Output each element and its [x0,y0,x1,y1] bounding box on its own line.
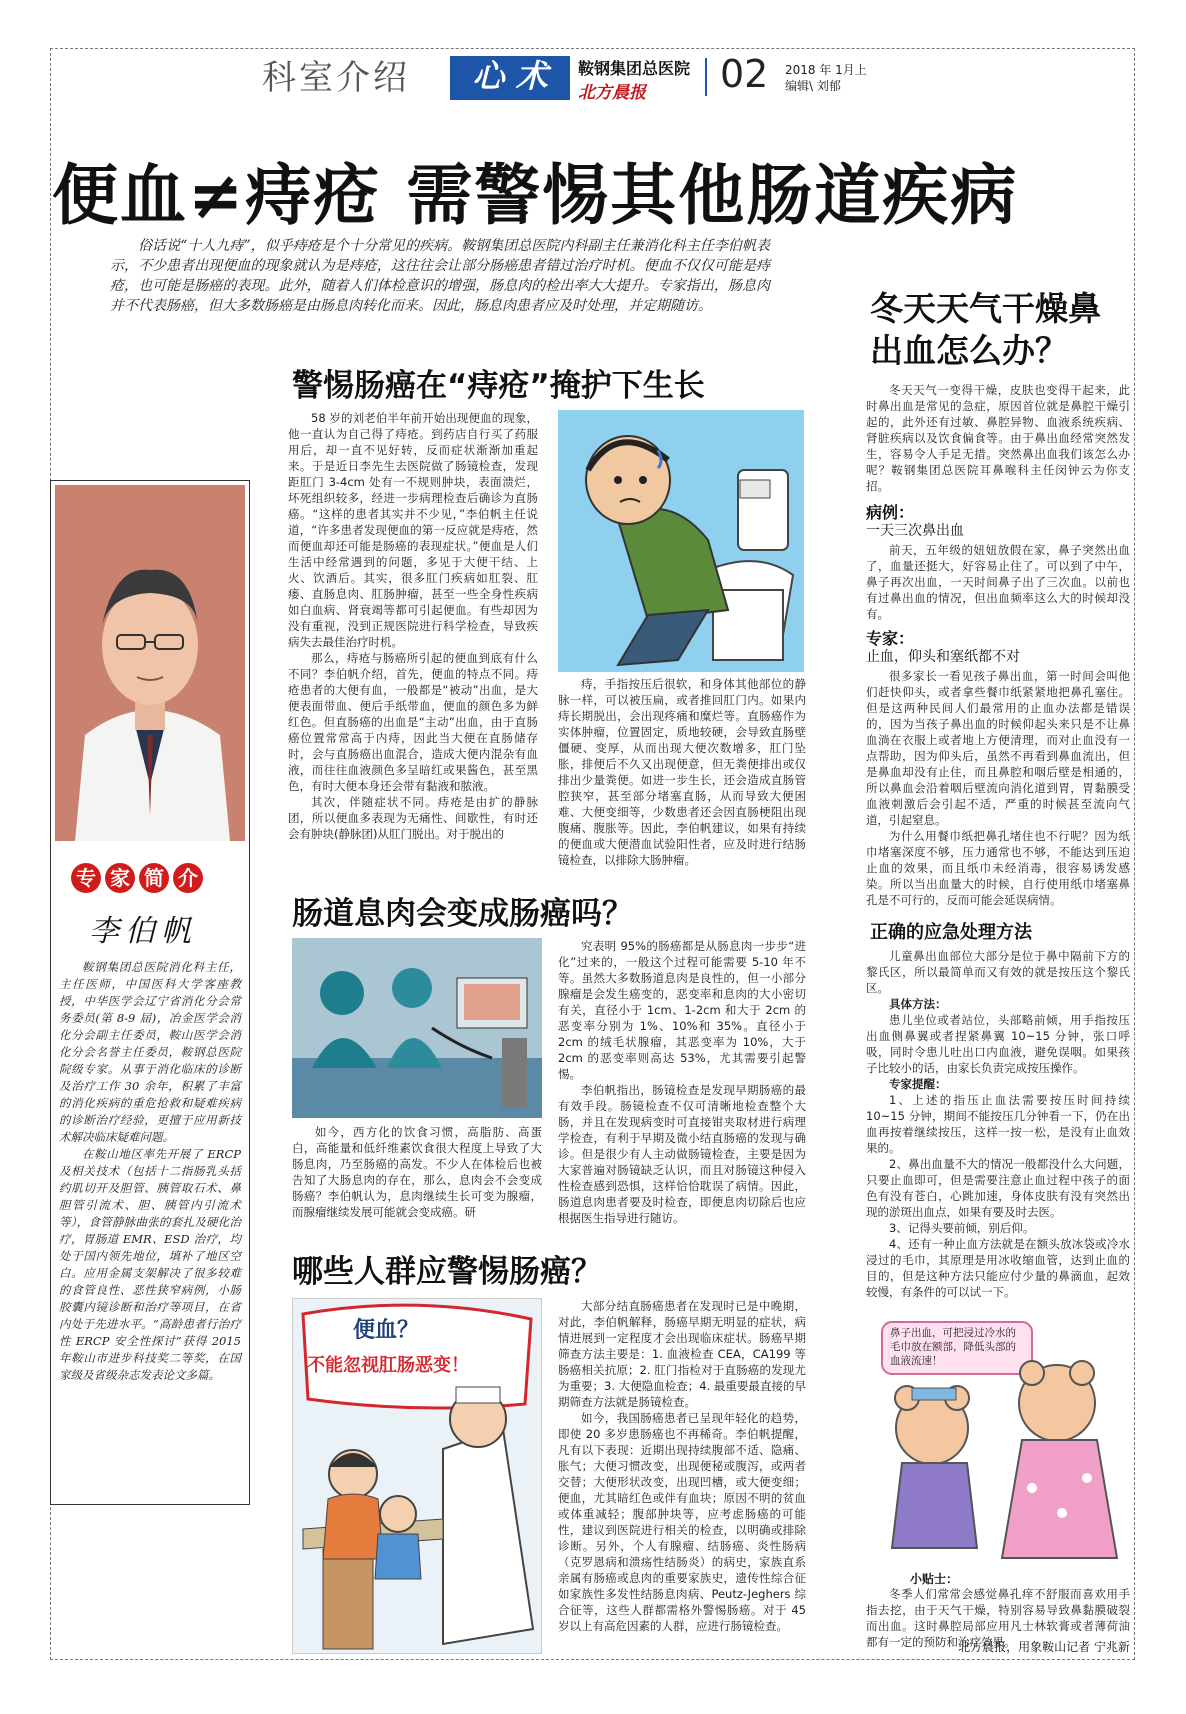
paragraph: 患儿坐位或者站位，头部略前倾，用手指按压出血侧鼻翼或者捏紧鼻翼 10~15 分钟，张口呼吸，同时令患儿吐出口内血液，避免误咽。如果孩子比较小的话，由家长负责完成按压操作。 [866,1013,1130,1075]
paragraph: 如今，西方化的饮食习惯，高脂肪、高蛋白，高能量和低纤维素饮食很大程度上导致了大肠息肉，乃至肠癌的高发。不少人在体检后也被告知了大肠息肉的存在，那么，息肉会不会变成肠癌？李伯帆认为，息肉继续生长可变为腺瘤，而腺瘤继续发展可能就会变成癌。研 [292,1125,542,1219]
paragraph: 1、上述的指压止血法需要按压时间持续10~15 分钟，期间不能按压几分钟看一下，仍在出血再按着继续按压，这样一按一松，是没有止血效果的。 [866,1093,1130,1155]
bio-paragraph: 鞍钢集团总医院消化科主任，主任医师，中国医科大学客座教授，中华医学会辽宁省消化分会常务委员(第 8-9 届)，冶金医学会消化分会副主任委员，鞍山医学会消化分会名誉主任委员，鞍钢总医院院级专家。从事于消化临床的诊断及治疗工作 30 余年，积累了丰富的消化疾病的重危抢救和疑难疾病的诊断治疗经验，更擅于应用新技术解决临床疑难问题。 [59,960,241,1144]
hospital-name: 鞍钢集团总医院 [578,59,691,78]
expert-intro-badge [71,863,207,893]
sidebar-intro [866,382,1130,494]
badge-char: 简 [139,863,169,893]
bio-paragraph: 在鞍山地区率先开展了 ERCP 及相关技术（包括十二指肠乳头括约肌切开及胆管、胰管取石术、鼻胆管引流术、胆、胰管内引流术等），食管静脉曲张的套扎及硬化治疗，胃肠道 EMR、ESD 治疗，均处于国内领先地位，填补了地区空白。应用金属支架解决了很多较难的食管良性、恶性狭窄病例，小肠胶囊内镜诊断和治疗等项目，在省内处于先进水平。“高龄患者行治疗性 ERCP 安全性探讨”获得 2015 年鞍山市进步科技奖二等奖，在国家级及省级杂志发表论文多篇。 [59,1147,241,1382]
paragraph: 为什么用餐巾纸把鼻孔堵住也不行呢？因为纸巾堵塞深度不够，压力通常也不够，不能达到压迫止血的效果，而且纸巾未经消毒，很容易诱发感染。所以当出血量大的时候，自行使用纸巾堵塞鼻孔是不可行的，反而可能会延误病情。 [866,829,1130,907]
expert-name: 李伯帆 [89,914,197,949]
emergency-title: 正确的应急处理方法 [870,922,1032,943]
section-2-col-a [292,1124,542,1220]
page-number: 02 [720,52,769,96]
editor: 编辑\ 刘郁 [785,79,841,93]
section-name: 科室介绍 [262,58,410,98]
paragraph: 大部分结直肠癌患者在发现时已是中晚期，对此，李伯帆解释，肠癌早期无明显的症状，病情进展到一定程度才会出现临床症状。肠癌早期筛查方法主要是：1. 血液检查 CEA，CA199 等肠癌相关抗原；2. 肛门指检对于直肠癌的发现尤为重要；3. 大便隐血检查；4. 最重要最直接的早期筛查方法就是肠镜检查。 [558,1299,806,1409]
newspaper-logo: 心 术 [450,56,570,100]
case-label: 病例： [866,503,915,522]
poster-line-2: 不能忽视肛肠恶变！ [307,1355,469,1376]
toilet-cartoon [558,410,804,672]
doctor-portrait-icon [55,485,245,841]
expert-label: 专家： [866,629,915,648]
paragraph: 3、记得头要前倾，别后仰。 [889,1221,1035,1235]
sidebar-title: 冬天天气干燥鼻出血怎么办？ [870,289,1101,370]
tip-label: 小贴士： [910,1572,959,1586]
paragraph: 4、还有一种止血方法就是在额头放冰袋或冷水浸过的毛巾，其原理是用冰收缩血管，达到止血的目的，但是这种方法只能应付少量的鼻滴血，起效较慢，有条件的可以试一下。 [866,1237,1130,1299]
paragraph: 具体方法： [889,997,947,1011]
speech-bubble: 鼻子出血，可把浸过冷水的毛巾放在额部，降低头部的血液流速！ [890,1327,1016,1367]
paragraph: 那么，痔疮与肠癌所引起的便血到底有什么不同？李伯帆介绍，首先，便血的特点不同。痔疮患者的大便有血，一般都是“被动”出血，是大便表面带血、便后手纸带血，便血的颜色多为鲜红色。但直肠癌的出血是“主动”出血，由于直肠癌位置常常高于内痔，因此当大便在直肠储存时，会与直肠癌出血混合，造成大便内混杂有血液，而往往血液颜色多呈暗红或果酱色，甚至黑色，有时大便本身还会带有黏液和脓液。 [288,651,538,793]
man-on-toilet-icon [558,410,804,672]
header-divider [705,58,707,96]
paragraph: 冬天天气一变得干燥，皮肤也变得干起来，此时鼻出血是常见的急症，原因首位就是鼻腔干燥引起的，此外还有过敏、鼻腔异物、血液系统疾病、肾脏疾病以及饮食偏食等。由于鼻出血经常突然发生，容易令人手足无措。突然鼻出血我们该怎么办呢？鞍钢集团总医院耳鼻喉科主任闵钟云为你支招。 [866,383,1130,493]
paragraph: 李伯帆指出，肠镜检查是发现早期肠癌的最有效手段。肠镜检查不仅可清晰地检查整个大肠，并且在发现病变时可直接钳夹取材进行病理学检查，有利于早期及微小结直肠癌的发现与确诊。但是很少有人主动做肠镜检查，主要是因为大家普遍对肠镜缺乏认识，而且对肠镜这种侵入性检查感到恐惧，这样恰恰耽误了病情。因此，肠道息肉患者要及时检查，即便息肉切除后也应根据医生指导进行随访。 [558,1083,806,1225]
section-1-title: 警惕肠癌在“痔疮”掩护下生长 [292,368,705,404]
badge-char: 介 [173,863,203,893]
headline: 便血≠痔疮 需警惕其他肠道疾病 [52,157,1019,234]
paragraph: 前天，五年级的妞妞放假在家，鼻子突然出血了，血量还挺大，好容易止住了。可以到了中午，鼻子再次出血，一天时间鼻子出了三次血。以前也有过鼻出血的情况，但出血频率这么大的时候却没有。 [866,543,1130,621]
paragraph: 冬季人们常常会感觉鼻孔痒不舒服而喜欢用手指去挖，由于天气干燥，特别容易导致鼻黏膜破裂而出血。这时鼻腔局部应用凡士林软膏或者薄荷油都有一定的预防和治疗效果。 [866,1587,1130,1649]
poster-line-1: 便血？ [353,1318,420,1343]
case-body [866,542,1130,622]
paragraph: 2、鼻出血量不大的情况一般都没什么大问题，只要止血即可，但是需要注意止血过程中孩子的面色有没有苍白，心跳加速，身体皮肤有没有突然出现的淤斑出血点，如果有要及时去医。 [866,1157,1130,1219]
emergency-body [866,948,1130,1300]
badge-char: 专 [71,863,101,893]
paragraph: 究表明 95%的肠癌都是从肠息肉一步步“进化”过来的，一般这个过程可能需要 5-10 年不等。虽然大多数肠道息肉是良性的，但一小部分腺瘤是会发生癌变的，恶变率和息肉的大小密切有关，直径小于 1cm、1-2cm 和大于 2cm 的恶变率分别为 1%、10%和 35%。直径小于 2cm 的绒毛状腺瘤，其恶变率为 10%，大于 2cm 的恶变率则高达 53%，尤其需要引起警惕。 [558,939,806,1081]
surgery-scene-icon [292,938,542,1118]
paragraph: 专家提醒： [889,1077,947,1091]
section-2-title: 肠道息肉会变成肠癌吗？ [292,896,633,932]
paragraph: 儿童鼻出血部位大部分是位于鼻中隔前下方的黎氏区，所以最简单而又有效的就是按压这个黎氏区。 [866,949,1130,995]
paragraph: 其次，伴随症状不同。痔疮是由扩的静脉团，所以便血多表现为无痛性、间歇性，有时还会有肿块(静脉团)从肛门脱出。对于脱出的 [288,795,538,841]
expert-subtitle: 止血，仰头和塞纸都不对 [866,649,1020,665]
section-3-title: 哪些人群应警惕肠癌？ [292,1254,602,1290]
cold-compress-cartoon [872,1318,1124,1566]
badge-char: 家 [105,863,135,893]
expert-advice-body [866,668,1130,908]
paper-name: 北方晨报 [578,83,646,103]
lead-paragraph: 俗话说“十人九痔”，似乎痔疮是个十分常见的疾病。鞍钢集团总医院内科副主任兼消化科主任李伯帆表示，不少患者出现便血的现象就认为是痔疮，这往往会让部分肠癌患者错过治疗时机。便血不仅仅可能是痔疮，也可能是肠癌的表现。此外，随着人们体检意识的增强，肠息肉的检出率大大提升。专家指出，肠息肉并不代表肠癌，但大多数肠癌是由肠息肉转化而来。因此，肠息肉患者应及时处理，并定期随访。 [110,238,770,314]
article-credit: 北方晨报，用象鞍山记者 宁兆新 [958,1640,1130,1654]
case-subtitle: 一天三次鼻出血 [866,523,964,539]
section-1-col-b [558,676,806,868]
section-3-body [558,1298,806,1634]
paragraph: 很多家长一看见孩子鼻出血，第一时间会叫他们赶快仰头，或者拿些餐巾纸紧紧地把鼻孔塞住。但是这两种民间人们最常用的止血办法都是错误的，因为当孩子鼻出血的时候仰起头来只是不让鼻血淌在衣服上或者地上方便清理，而对止血没有一点帮助，因为仰头后，虽然不再看到鼻血流出，但是鼻血却没有止住，而且鼻腔和咽后壁是相通的，所以鼻血会沿着咽后壁流向消化道到胃，胃黏膜受血液刺激后会引起不适，严重的时候甚至流向气道，引起窒息。 [866,669,1130,827]
expert-box [50,480,250,1505]
section-1-col-a [288,410,538,842]
section-2-col-b [558,938,806,1226]
endoscopy-photo [292,938,542,1118]
expert-bio [59,959,241,1384]
paragraph: 如今，我国肠癌患者已呈现年轻化的趋势，即使 20 多岁患肠癌也不再稀奇。李伯帆提醒，凡有以下表现：近期出现持续腹部不适、隐痛、胀气；大便习惯改变，出现便秘或腹泻，或两者交替；大便形状改变，出现凹槽，或大便变细；便血，尤其暗红色或伴有血块；原因不明的贫血或体重减轻；腹部肿块等，应考虑肠癌的可能性，建议到医院进行相关的检查，以明确或排除诊断。另外，个人有腺瘤、结肠癌、炎性肠病（克罗恩病和溃疡性结肠炎）的病史，家族直系亲属有肠癌或息肉的重要家族史，遗传性综合征如家族性多发性结肠息肉病、Peutz-Jeghers 综合征等，这些人群都需格外警惕肠癌。对于 45 岁以上有高危因素的人群，应进行肠镜检查。 [558,1411,806,1633]
issue-date: 2018 年 1月上 [785,63,867,77]
poster-illustration [292,1298,542,1654]
paragraph: 58 岁的刘老伯半年前开始出现便血的现象，他一直认为自己得了痔疮。到药店自行买了药服用后，却一直不见好转，反而症状渐渐加重起来。于是近日李先生去医院做了肠镜检查，发现距肛门 3-4cm 处有一不规则肿块，表面溃烂，坏死组织较多，经进一步病理检查后确诊为直肠癌。“这样的患者其实并不少见，”李伯帆主任说道，“许多患者发现便血的第一反应就是痔疮，然而便血却还可能是肠癌的表现症状。”便血是人们生活中经常遇到的问题，多见于大便干结、上火、饮酒后。其实，很多肛门疾病如肛裂、肛瘘、直肠息肉、肛肠肿瘤，甚至一些全身性疾病如白血病、肾衰竭等都可引起便血。有些却因为没有重视，没到正规医院进行科学检查，导致疾病失去最佳治疗时机。 [288,411,538,649]
expert-photo [55,485,245,841]
paragraph: 痔，手指按压后很软，和身体其他部位的静脉一样，可以被压扁，或者推回肛门内。如果内痔长期脱出，会出现疼痛和糜烂等。直肠癌作为实体肿瘤，位置固定，质地较硬，会导致直肠壁僵硬、变厚，从而出现大便次数增多，肛门坠胀，排便后不久又出现便意，但无粪便排出或仅排出少量粪便。如进一步生长，还会造成直肠管腔狭窄，甚至部分堵塞直肠，从而导致大便困难、大便变细等，少数患者还会因直肠梗阻出现腹痛、腹胀等。因此，李伯帆建议，如果有持续的便血或大便潜血试验阳性者，应及时进行结肠镜检查，以排除大肠肿瘤。 [558,677,806,867]
